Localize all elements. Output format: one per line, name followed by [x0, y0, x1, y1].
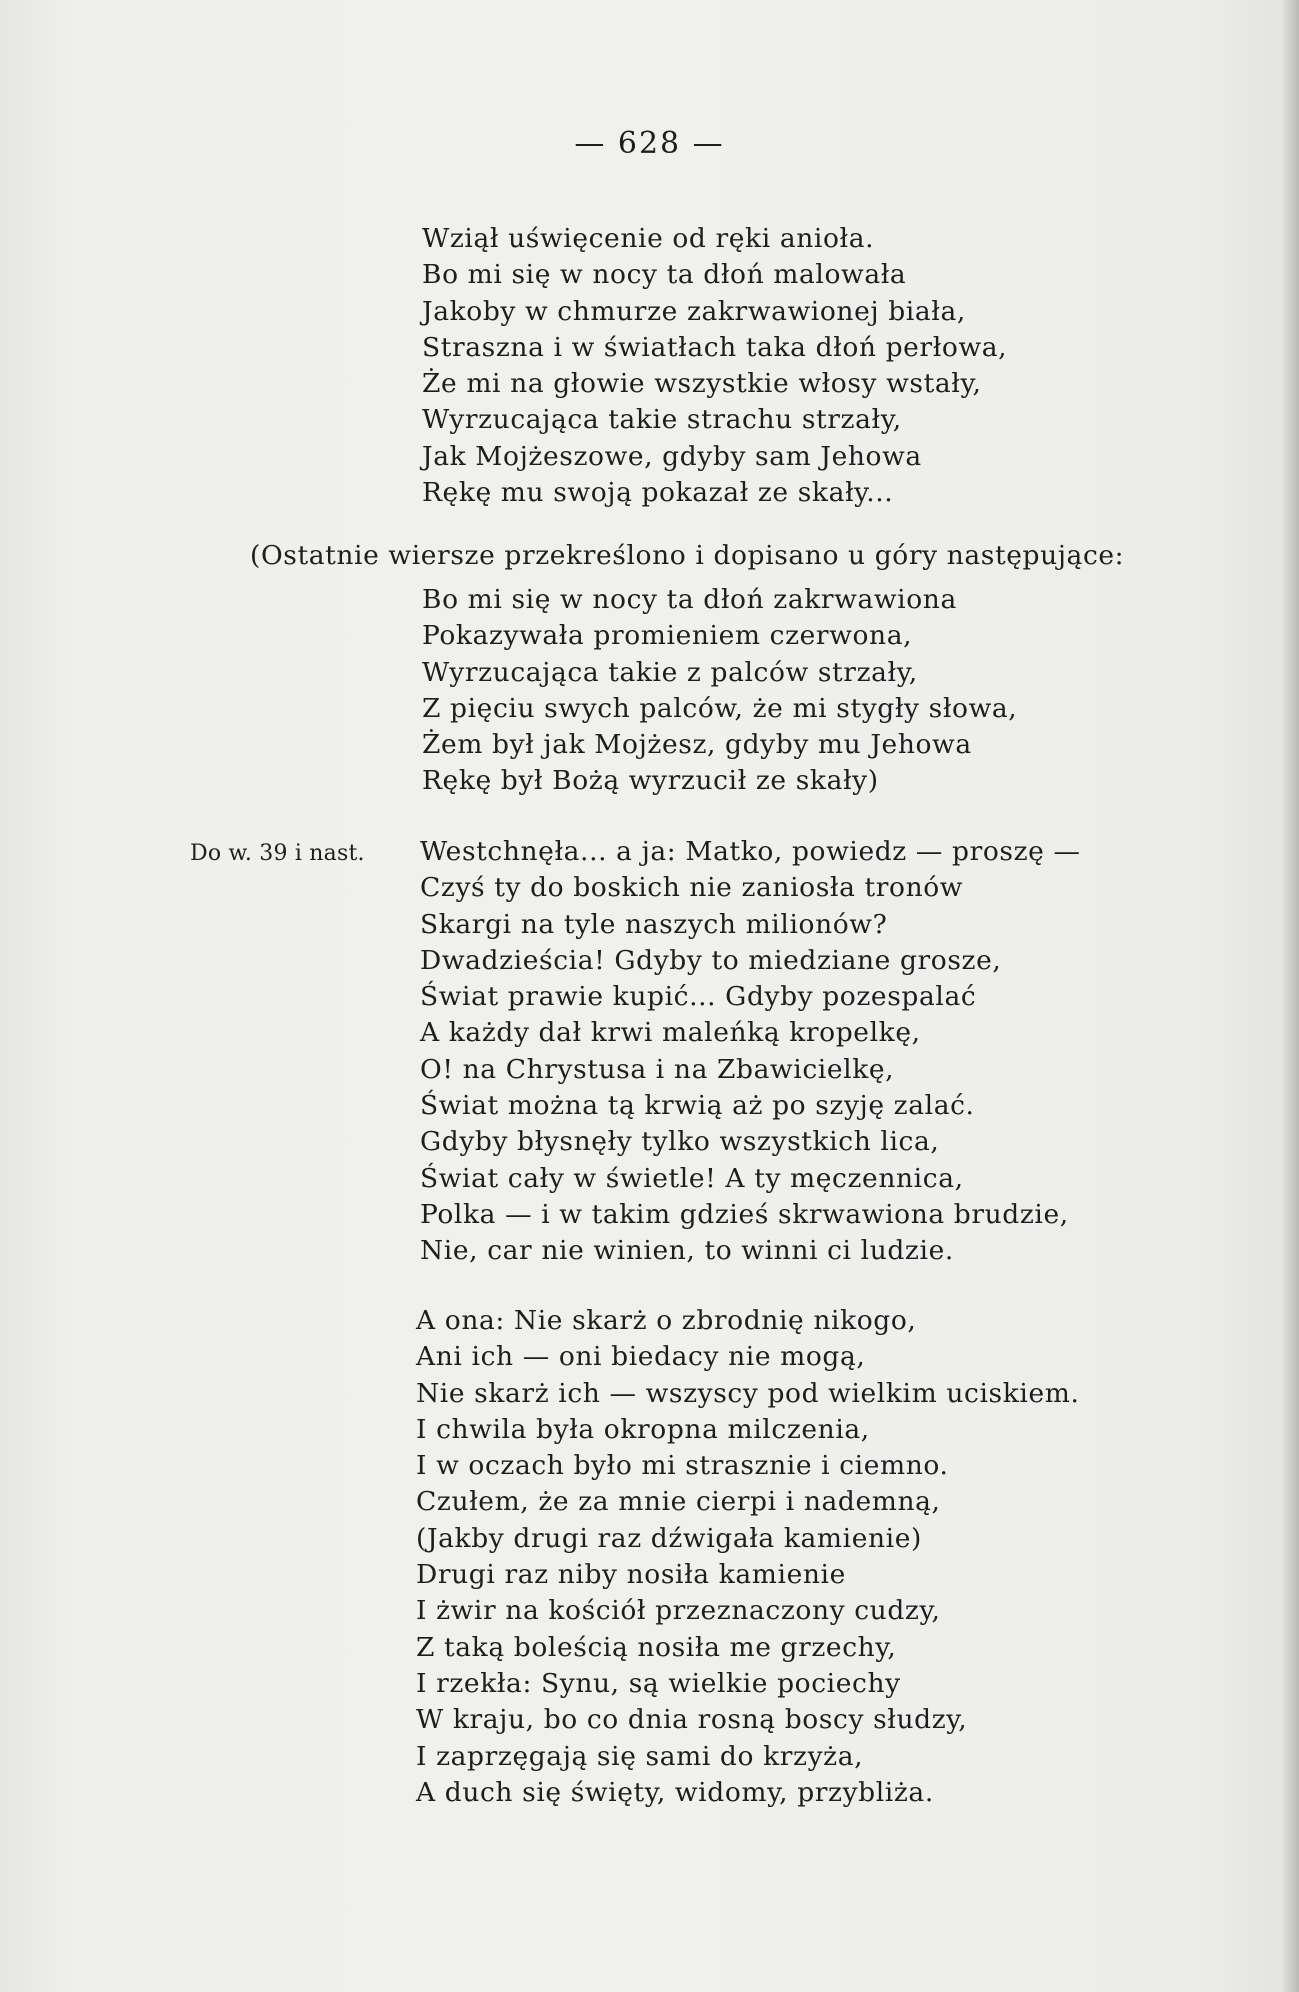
- verse-line: Skargi na tyle naszych milionów?: [420, 908, 888, 940]
- verse-line: A każdy dał krwi maleńką kropelkę,: [420, 1017, 921, 1049]
- verse-line: Z taką boleścią nosiła me grzechy,: [416, 1631, 897, 1663]
- verse-line: Polka — i w takim gdzieś skrwawiona brudzie,: [420, 1198, 1069, 1230]
- stanza-3: [420, 834, 1081, 1270]
- verse-line: A ona: Nie skarż o zbrodnię nikogo,: [416, 1305, 917, 1336]
- margin-reference: Do w. 39 i nast.: [190, 841, 365, 866]
- verse-line: Wziął uświęcenie od ręki anioła.: [422, 223, 875, 254]
- verse-line: Jakoby w chmurze zakrwawionej biała,: [422, 295, 966, 327]
- verse-line: Rękę mu swoją pokazał ze skały...: [422, 477, 894, 509]
- verse-line: Gdyby błysnęły tylko wszystkich lica,: [420, 1126, 940, 1158]
- verse-line: Wyrzucająca takie strachu strzały,: [422, 404, 902, 436]
- verse-line: Pokazywała promieniem czerwona,: [422, 620, 913, 652]
- page-number: — 628 —: [574, 126, 725, 161]
- verse-line: Bo mi się w nocy ta dłoń malowała: [422, 259, 907, 291]
- verse-line: I w oczach było mi strasznie i ciemno.: [416, 1450, 949, 1482]
- verse-line: Ani ich — oni biedacy nie mogą,: [416, 1341, 866, 1373]
- stanza-4: [416, 1303, 1080, 1811]
- verse-line: Jak Mojżeszowe, gdyby sam Jehowa: [422, 440, 922, 472]
- verse-line: Nie skarż ich — wszyscy pod wielkim uciskiem.: [416, 1377, 1080, 1409]
- verse-line: Nie, car nie winien, to winni ci ludzie.: [420, 1235, 954, 1267]
- verse-line: Czułem, że za mnie cierpi i nademną,: [416, 1486, 941, 1518]
- verse-line: Straszna i w światłach taka dłoń perłowa,: [422, 331, 1008, 363]
- stanza-2: [422, 582, 1017, 800]
- verse-line: Drugi raz niby nosiła kamienie: [416, 1559, 846, 1591]
- verse-line: Bo mi się w nocy ta dłoń zakrwawiona: [422, 584, 957, 615]
- verse-line: Żem był jak Mojżesz, gdyby mu Jehowa: [422, 729, 972, 761]
- verse-line: Rękę był Bożą wyrzucił ze skały): [422, 765, 879, 797]
- verse-line: (Jakby drugi raz dźwigała kamienie): [416, 1522, 922, 1554]
- verse-line: I zaprzęgają się sami do krzyża,: [416, 1740, 864, 1772]
- verse-line: Świat prawie kupić... Gdyby pozespalać: [420, 981, 977, 1013]
- stanza-1: [422, 221, 1007, 511]
- verse-line: Dwadzieścia! Gdyby to miedziane grosze,: [420, 944, 1002, 976]
- verse-line: I rzekła: Synu, są wielkie pociechy: [416, 1667, 901, 1699]
- verse-line: Z pięciu swych palców, że mi stygły słowa,: [422, 692, 1018, 724]
- verse-line: Świat cały w świetle! A ty męczennica,: [420, 1162, 964, 1194]
- verse-line: W kraju, bo co dnia rosną boscy słudzy,: [416, 1704, 968, 1736]
- verse-line: A duch się święty, widomy, przybliża.: [416, 1776, 934, 1808]
- verse-line: I chwila była okropna milczenia,: [416, 1413, 870, 1445]
- editorial-note: (Ostatnie wiersze przekreślono i dopisano u góry następujące:: [250, 540, 1125, 571]
- verse-line: Czyś ty do boskich nie zaniosła tronów: [420, 872, 964, 904]
- verse-line: Westchnęła... a ja: Matko, powiedz — proszę —: [420, 836, 1081, 867]
- verse-line: Wyrzucająca takie z palców strzały,: [422, 656, 918, 688]
- verse-line: I żwir na kościół przeznaczony cudzy,: [416, 1595, 941, 1627]
- page-edge-shadow: [1281, 0, 1299, 1992]
- verse-line: Świat można tą krwią aż po szyję zalać.: [420, 1090, 975, 1122]
- verse-line: O! na Chrystusa i na Zbawicielkę,: [420, 1053, 895, 1085]
- verse-line: Że mi na głowie wszystkie włosy wstały,: [422, 368, 982, 400]
